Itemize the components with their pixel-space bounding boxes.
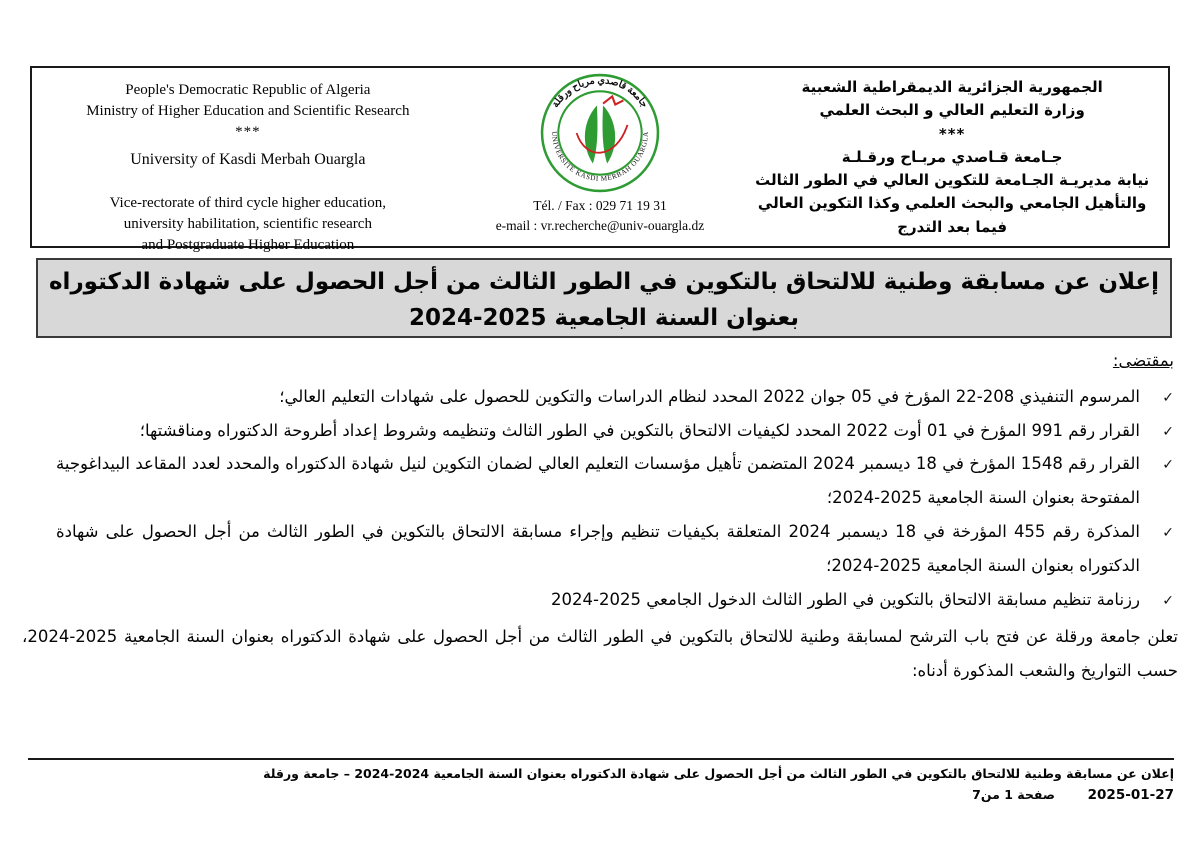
separator-stars: *** bbox=[235, 124, 261, 140]
document-body bbox=[22, 346, 1178, 688]
list-item bbox=[56, 414, 1178, 448]
text-line: university habilitation, scientific research bbox=[123, 216, 372, 233]
text-line: Ministry of Higher Education and Scientific Research bbox=[86, 103, 410, 119]
checkmark-icon: ✓ bbox=[1162, 457, 1174, 474]
letterhead-center bbox=[464, 68, 737, 246]
title-line-2: بعنوان السنة الجامعية 2025-2024 bbox=[408, 304, 800, 331]
logo-ring-text-latin: UNIVERSITE KASDI MERBAH OUARGLA bbox=[550, 131, 650, 183]
list-item-text: القرار رقم 1548 المؤرخ في 18 ديسمبر 2024 المتضمن تأهيل مؤسسات التعليم العالي لضمان التكوين لنيل شهادة الدكتوراه والمحدد لعدد المقاعد البيداغوجية المفتوحة بعنوان السنة الجامعية 2025-2024؛ bbox=[56, 454, 1140, 508]
tel-fax: Tél. / Fax : 029 71 19 31 bbox=[533, 198, 667, 213]
text-line: نيابة مديريـة الجـامعة للتكوين العالي في الطور الثالث bbox=[755, 171, 1150, 189]
announcement-title-banner bbox=[36, 258, 1172, 338]
title-line-1: إعلان عن مسابقة وطنية للالتحاق بالتكوين في الطور الثالث من أجل الحصول على شهادة الدكتوراه bbox=[48, 269, 1160, 295]
text-line: وزارة التعليم العالي و البحث العلمي bbox=[819, 101, 1085, 120]
list-item-text: رزنامة تنظيم مسابقة الالتحاق بالتكوين في الطور الثالث الدخول الجامعي 2025-2024 bbox=[551, 589, 1140, 609]
text-line: and Postgraduate Higher Education bbox=[141, 237, 355, 254]
text-line: والتأهيل الجامعي والبحث العلمي وكذا التكوين العالي bbox=[757, 194, 1147, 213]
letterhead bbox=[30, 66, 1170, 254]
checkmark-icon: ✓ bbox=[1162, 423, 1174, 440]
footer-title-line: إعلان عن مسابقة وطنية للالتحاق بالتكوين في الطور الثالث من أجل الحصول على شهادة الدكتوراه بعنوان السنة الجامعية 2024-2024 – جامعة ورقلة bbox=[263, 766, 1174, 781]
university-name-ar: جـامعة قـاصدي مربـاح ورقـلـة bbox=[841, 147, 1063, 166]
checkmark-icon: ✓ bbox=[1162, 524, 1174, 541]
list-item-text: المذكرة رقم 455 المؤرخة في 18 ديسمبر 2024 المتعلقة بكيفيات تنظيم وإجراء مسابقة الالتحاق بالتكوين في الطور الثالث من أجل الحصول على شهادة الدكتوراه بعنوان السنة الجامعية 2025-2024؛ bbox=[56, 521, 1140, 575]
checkmark-icon: ✓ bbox=[1162, 389, 1174, 406]
footer-page-number: صفحة 1 من7 bbox=[972, 787, 1055, 802]
announcement-paragraph: تعلن جامعة ورقلة عن فتح باب الترشح لمسابقة وطنية للالتحاق بالتكوين في الطور الثالث من أجل الحصول على شهادة الدكتوراه بعنوان السنة الجامعية 2025-2024، حسب التواريخ والشعب المذكورة أدناه: bbox=[22, 627, 1178, 681]
university-logo bbox=[539, 72, 661, 194]
list-item bbox=[56, 447, 1178, 515]
university-name-en: University of Kasdi Merbah Ouargla bbox=[130, 151, 366, 168]
list-item-text: المرسوم التنفيذي 208-22 المؤرخ في 05 جوان 2022 المحدد لنظام الدراسات والتكوين للحصول على شهادات التعليم العالي؛ bbox=[279, 386, 1140, 406]
footer-date: 2025-01-27 bbox=[1087, 787, 1174, 803]
text-line: فيما بعد التدرج bbox=[897, 217, 1008, 236]
checkmark-icon: ✓ bbox=[1162, 592, 1174, 609]
logo-ring-text-arabic: جامعة قاصدي مرباح ورقلة bbox=[550, 75, 650, 110]
legal-references-list bbox=[22, 380, 1178, 617]
list-item bbox=[56, 583, 1178, 617]
letterhead-arabic bbox=[736, 68, 1168, 246]
list-item bbox=[56, 380, 1178, 414]
text-line: People's Democratic Republic of Algeria bbox=[125, 82, 371, 98]
list-item-text: القرار رقم 991 المؤرخ في 01 أوت 2022 المحدد لكيفيات الالتحاق بالتكوين في الطور الثالث وتنظيمه وشروط إعداد أطروحة الدكتوراه ومناقشتها؛ bbox=[139, 420, 1140, 440]
text-line: الجمهورية الجزائرية الديمقراطية الشعبية bbox=[801, 78, 1103, 96]
footer-meta-line bbox=[28, 787, 1174, 803]
email: e-mail : vr.recherche@univ-ouargla.dz bbox=[495, 218, 705, 234]
letterhead-english bbox=[32, 68, 464, 254]
list-item bbox=[56, 515, 1178, 583]
preamble-heading: بمقتضى: bbox=[1112, 351, 1174, 370]
separator-stars: *** bbox=[938, 124, 966, 143]
text-line: Vice-rectorate of third cycle higher education, bbox=[109, 195, 387, 212]
page-footer bbox=[28, 758, 1174, 803]
